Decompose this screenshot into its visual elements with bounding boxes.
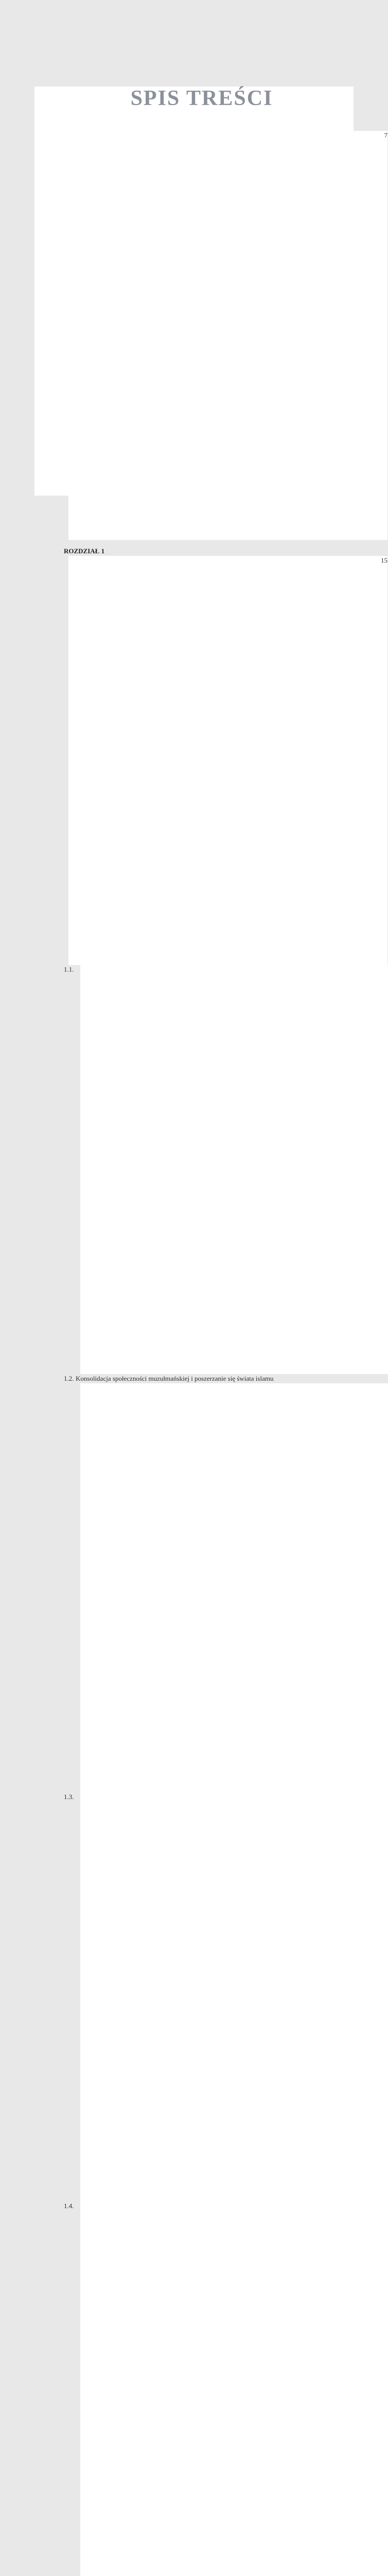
front-matter-entry: [64, 131, 387, 540]
toc-entry-line: [64, 1792, 340, 2201]
toc-entry-line: [64, 1374, 340, 1383]
page-number: [80, 1792, 388, 2201]
entry-number: 1.4.: [64, 2202, 74, 2210]
entry-label: ROZDZIAŁ 1: [64, 547, 105, 555]
entry-label: Konsolidacja społeczności muzułmańskiej i poszerzanie się świata islamu: [76, 1375, 274, 1383]
entry-number: 1.1.: [64, 965, 74, 974]
table-of-contents: [34, 131, 387, 2576]
page-title: SPIS TREŚCI: [130, 87, 273, 110]
entry-number: 1.2.: [64, 1375, 74, 1383]
chapter-heading: [64, 547, 340, 556]
page-number: [80, 1383, 388, 1792]
page-number: 7: [68, 131, 387, 540]
chapter-title: [64, 556, 387, 965]
page-number: [80, 2201, 388, 2576]
page-number: 15: [68, 556, 387, 965]
entry-number: 1.3.: [64, 1793, 74, 1801]
page-number: [80, 965, 388, 1374]
document-page: [34, 87, 387, 2210]
toc-entry-line: [64, 1383, 340, 1792]
chapter-block: [64, 547, 387, 2576]
toc-entry-line: [64, 2201, 340, 2576]
toc-entry-line: [64, 965, 340, 1374]
